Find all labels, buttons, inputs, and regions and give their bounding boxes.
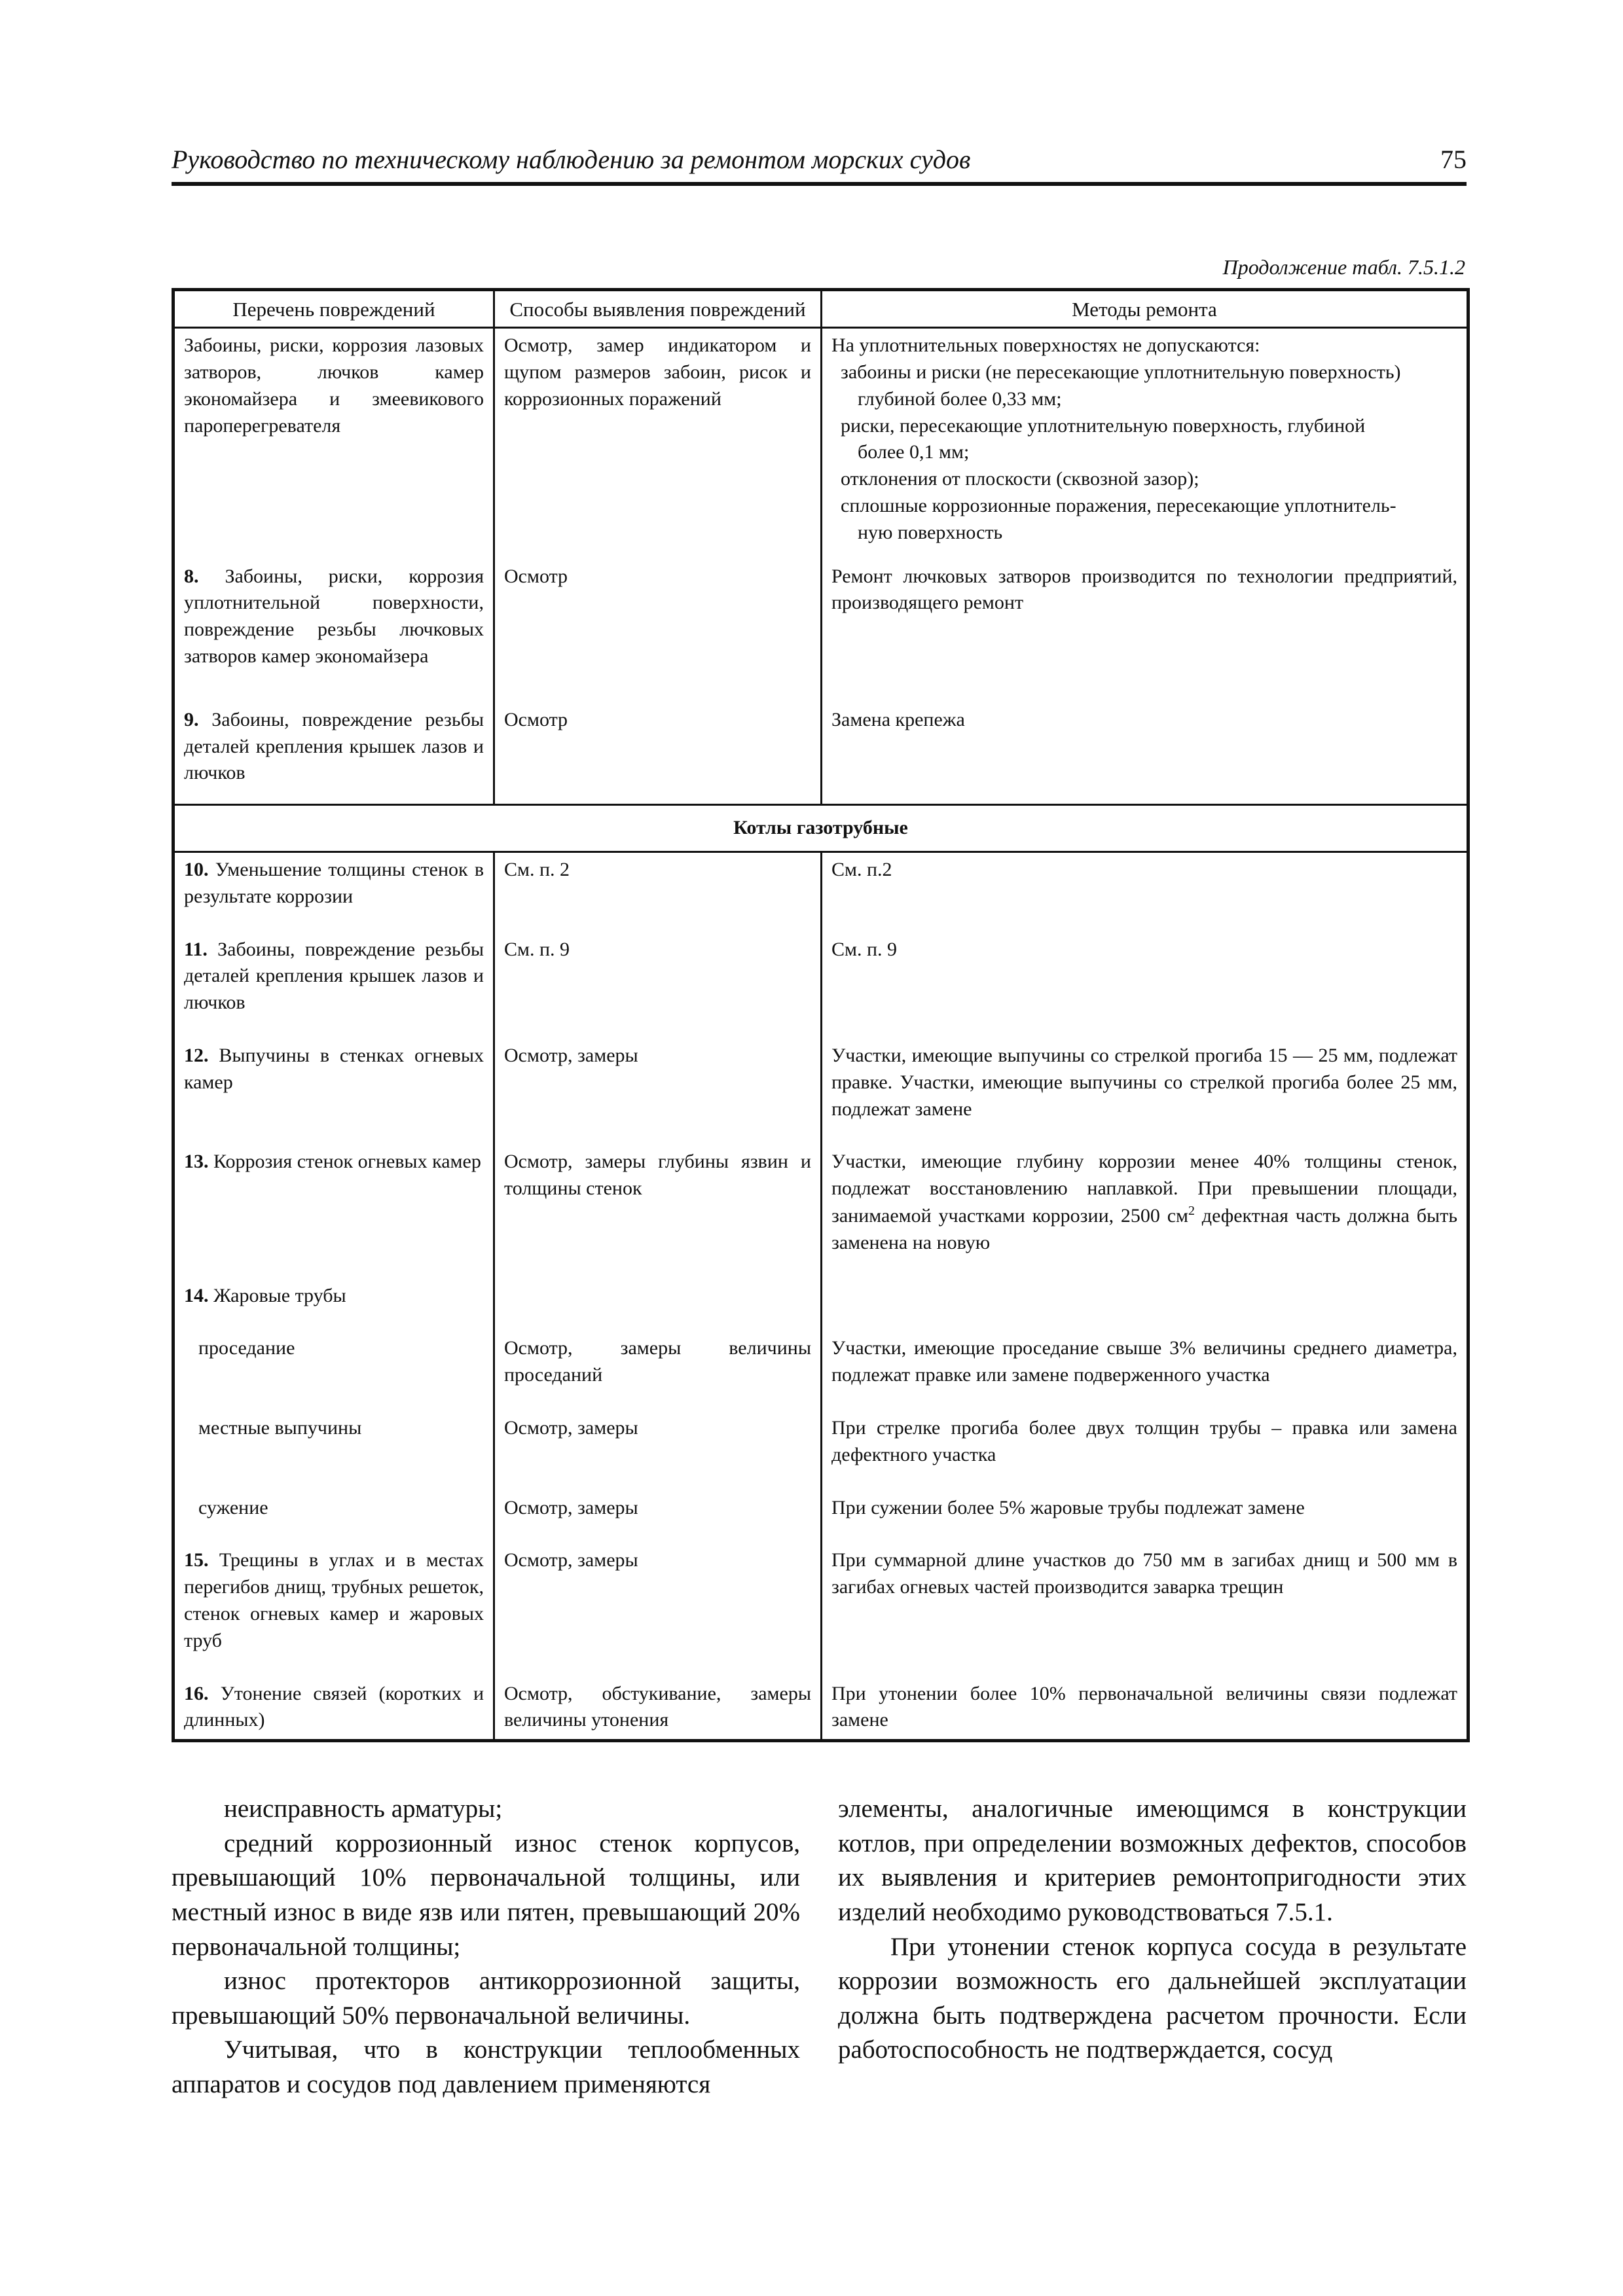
repair-line: глубиной более 0,33 мм; [858, 387, 1062, 410]
detection-cell: Осмотр, замеры величины проседаний [494, 1331, 822, 1411]
table-row [173, 328, 1468, 560]
table-header-row [173, 290, 1468, 328]
running-header [172, 143, 1467, 186]
repair-line: сплошные коррозионные поражения, пересекающие уплотнитель- [841, 495, 1396, 517]
table-row [173, 1145, 1468, 1278]
paragraph: средний коррозионный износ стенок корпусов, превышающий 10% первоначальной толщины, или местный износ в виде язв или пятен, превышающий 20% первоначальной толщины; [172, 1829, 800, 1961]
repair-cell [822, 328, 1468, 560]
paragraph: неисправность арматуры; [224, 1795, 503, 1823]
repair-line: риски, пересекающие уплотнительную поверхность, глубиной [841, 414, 1366, 437]
detection-cell: Осмотр, замеры [494, 1411, 822, 1491]
item-number: 9. [184, 708, 199, 730]
damage-text: Забоины, риски, коррозия уплотнительной поверхности, повреждение резьбы лючковых затворов камер экономайзера [184, 565, 484, 668]
superscript: 2 [1188, 1204, 1195, 1219]
repair-cell: При утонении более 10% первоначальной величины связи подлежат замене [822, 1677, 1468, 1741]
column-header: Методы ремонта [822, 290, 1468, 328]
table-row [173, 703, 1468, 805]
item-number: 15. [184, 1549, 209, 1571]
damage-cell [173, 1491, 494, 1544]
detection-cell: Осмотр [494, 703, 822, 805]
repair-cell [822, 1145, 1468, 1278]
repair-cell: При суммарной длине участков до 750 мм в загибах днищ и 500 мм в загибах огневых частей производится заварка трещин [822, 1543, 1468, 1676]
damage-text: Утонение связей (коротких и длинных) [184, 1682, 484, 1731]
paragraph: элементы, аналогичные имеющимся в конструкции котлов, при определении возможных дефектов, способов их выявления и критериев ремонтопригодности этих изделий необходимо руководствоваться 7.5.1. [838, 1795, 1467, 1926]
detection-cell [494, 1279, 822, 1332]
detection-cell: Осмотр, замеры [494, 1543, 822, 1676]
detection-cell: Осмотр, замеры глубины язвин и толщины стенок [494, 1145, 822, 1278]
section-row [173, 805, 1468, 852]
repair-cell: При стрелке прогиба более двух толщин трубы – правка или замена дефектного участка [822, 1411, 1468, 1491]
detection-cell: Осмотр [494, 560, 822, 703]
paragraph: При утонении стенок корпуса сосуда в результате коррозии возможность его дальнейшей эксплуатации должна быть подтверждена расчетом прочности. Если работоспособность не подтверждается, сосуд [838, 1932, 1467, 2064]
table-row [173, 1331, 1468, 1411]
damage-text: Забоины, повреждение резьбы деталей крепления крышек лазов и лючков [184, 708, 484, 784]
damage-cell [173, 933, 494, 1039]
table-row [173, 1039, 1468, 1145]
repair-line: ную поверхность [858, 521, 1003, 543]
repair-text: дефектная часть должна быть заменена на новую [831, 1205, 1457, 1253]
repair-cell: Участки, имеющие проседание свыше 3% величины среднего диаметра, подлежат правке или замене подверженного участка [822, 1331, 1468, 1411]
page-number: 75 [1440, 145, 1467, 174]
repair-cell [822, 1279, 1468, 1332]
item-number: 12. [184, 1045, 209, 1067]
damage-text: Жаровые трубы [213, 1284, 346, 1306]
repair-cell: Ремонт лючковых затворов производится по технологии предприятий, производящего ремонт [822, 560, 1468, 703]
damage-cell [173, 1677, 494, 1741]
item-number: 11. [184, 938, 208, 960]
damage-cell [173, 1543, 494, 1676]
item-number: 14. [184, 1284, 209, 1306]
left-column [172, 1792, 800, 2102]
repair-line: забоины и риски (не пересекающие уплотнительную поверхность) [841, 361, 1401, 384]
table-row [173, 852, 1468, 933]
section-title: Котлы газотрубные [173, 805, 1468, 852]
detection-cell: См. п. 2 [494, 852, 822, 933]
right-column [838, 1792, 1467, 2068]
repair-cell: Участки, имеющие выпучины со стрелкой прогиба 15 — 25 мм, подлежат правке. Участки, имеющие выпучины со стрелкой прогиба более 25 мм, подлежат замене [822, 1039, 1468, 1145]
damage-cell [173, 703, 494, 805]
column-header: Способы выявления повреждений [494, 290, 822, 328]
detection-cell: Осмотр, замеры [494, 1491, 822, 1544]
table-row [173, 1677, 1468, 1741]
damage-text: Коррозия стенок огневых камер [213, 1151, 481, 1173]
damage-text: Выпучины в стенках огневых камер [184, 1045, 484, 1093]
damage-cell [173, 1145, 494, 1278]
table-row [173, 1491, 1468, 1544]
damage-text: Забоины, повреждение резьбы деталей крепления крышек лазов и лючков [184, 938, 484, 1014]
table-row [173, 1411, 1468, 1491]
repair-cell: См. п. 9 [822, 933, 1468, 1039]
repair-text: Участки, имеющие глубину коррозии менее 40% толщины стенок, подлежат восстановлению наплавкой. При превышении площади, занимаемой участками коррозии, 2500 см [831, 1151, 1457, 1227]
repair-line: отклонения от плоскости (сквозной зазор); [841, 468, 1199, 490]
table-row [173, 933, 1468, 1039]
sub-item: сужение [198, 1496, 268, 1518]
sub-item: проседание [198, 1337, 295, 1359]
detection-cell: Осмотр, замеры [494, 1039, 822, 1145]
damage-table [172, 288, 1470, 1742]
repair-cell: См. п.2 [822, 852, 1468, 933]
detection-cell: Осмотр, обстукивание, замеры величины утонения [494, 1677, 822, 1741]
column-header: Перечень повреждений [173, 290, 494, 328]
table-row [173, 1543, 1468, 1676]
damage-cell [173, 1331, 494, 1411]
damage-cell [173, 1039, 494, 1145]
detection-cell: Осмотр, замер индикатором и щупом размеров забоин, рисок и коррозионных поражений [494, 328, 822, 560]
repair-line: более 0,1 мм; [858, 441, 970, 463]
damage-cell [173, 1279, 494, 1332]
sub-item: местные выпучины [198, 1417, 362, 1439]
damage-cell [173, 1411, 494, 1491]
repair-cell: При сужении более 5% жаровые трубы подлежат замене [822, 1491, 1468, 1544]
damage-cell [173, 852, 494, 933]
damage-cell: Забоины, риски, коррозия лазовых затворов, лючков камер экономайзера и змеевикового пароперегревателя [173, 328, 494, 560]
header-title: Руководство по техническому наблюдению за ремонтом морских судов [172, 145, 971, 174]
paragraph: износ протекторов антикоррозионной защиты, превышающий 50% первоначальной величины. [172, 1967, 800, 2030]
damage-text: Уменьшение толщины стенок в результате коррозии [184, 859, 484, 907]
item-number: 13. [184, 1151, 209, 1173]
repair-cell: Замена крепежа [822, 703, 1468, 805]
item-number: 16. [184, 1682, 209, 1704]
damage-text: Трещины в углах и в местах перегибов днищ, трубных решеток, стенок огневых камер и жаровых труб [184, 1549, 484, 1651]
table-row [173, 1279, 1468, 1332]
item-number: 8. [184, 565, 199, 587]
detection-cell: См. п. 9 [494, 933, 822, 1039]
item-number: 10. [184, 859, 209, 881]
table-caption: Продолжение табл. 7.5.1.2 [1222, 255, 1465, 279]
table-row [173, 560, 1468, 703]
damage-cell [173, 560, 494, 703]
repair-intro: На уплотнительных поверхностях не допускаются: [831, 334, 1260, 357]
paragraph: Учитывая, что в конструкции теплообменных аппаратов и сосудов под давлением применяются [172, 2036, 800, 2099]
